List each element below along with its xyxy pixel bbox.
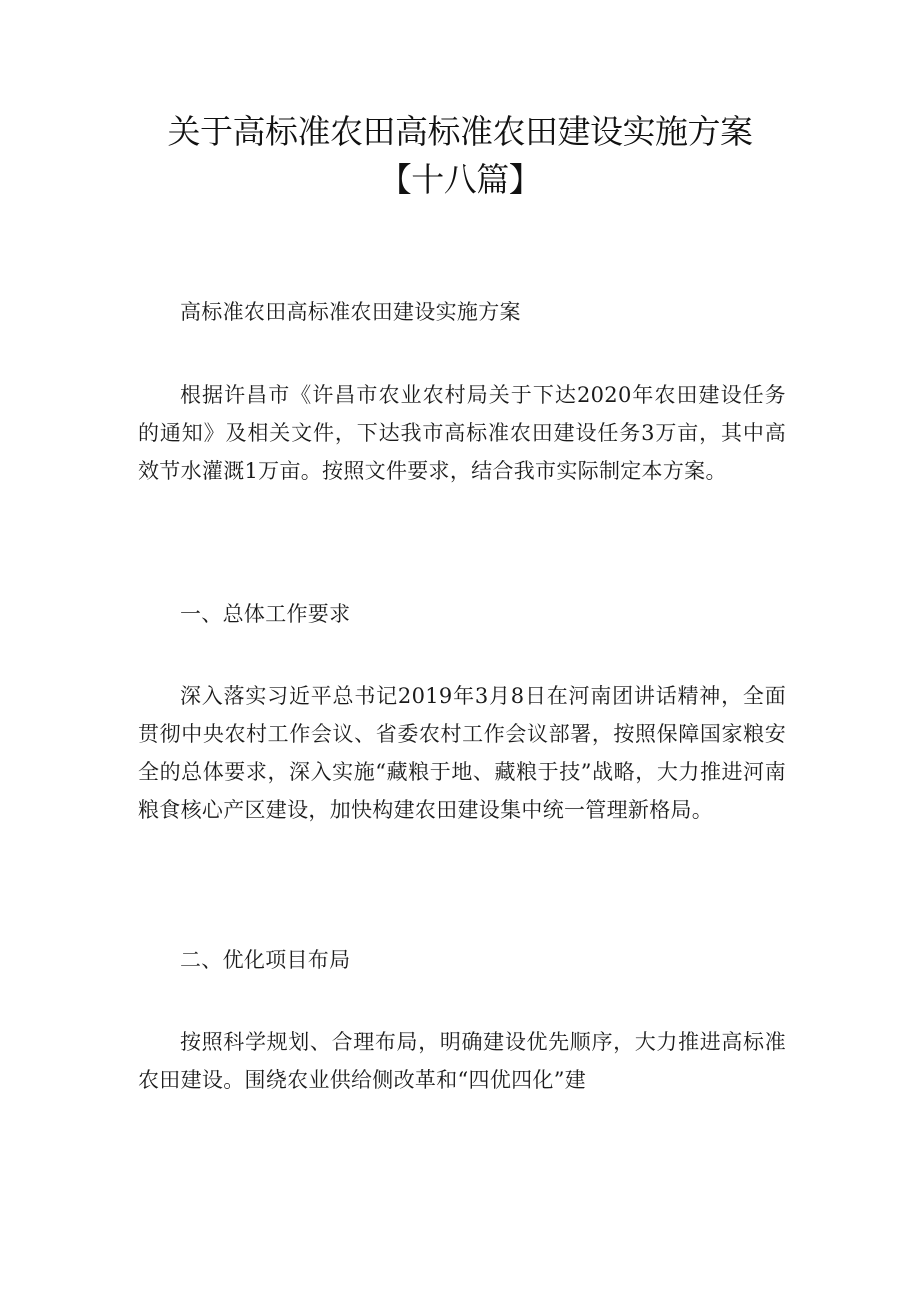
section-1-body-block [138, 677, 786, 829]
section-2-heading-block [138, 941, 786, 979]
section-2-body-block [138, 1023, 786, 1099]
document-title [0, 108, 920, 204]
intro-paragraph: 根据许昌市《许昌市农业农村局关于下达2020年农田建设任务的通知》及相关文件，下达我市高标准农田建设任务3万亩，其中高效节水灌溉1万亩。按照文件要求，结合我市实际制定本方案。 [138, 383, 786, 483]
section-heading: 一、总体工作要求 [180, 602, 351, 626]
section-1-heading-block [138, 595, 786, 633]
intro-block [138, 376, 786, 490]
section-paragraph: 按照科学规划、合理布局，明确建设优先顺序，大力推进高标准农田建设。围绕农业供给侧改革和“四优四化”建 [138, 1030, 786, 1092]
section-heading: 二、优化项目布局 [180, 948, 351, 972]
document-subtitle: 高标准农田高标准农田建设实施方案 [180, 300, 521, 324]
title-line-1: 关于高标准农田高标准农田建设实施方案 [167, 112, 753, 151]
title-line-2: 【十八篇】 [378, 160, 542, 199]
section-paragraph: 深入落实习近平总书记2019年3月8日在河南团讲话精神，全面贯彻中央农村工作会议、省委农村工作会议部署，按照保障国家粮安全的总体要求，深入实施“藏粮于地、藏粮于技”战略，大力推进河南粮食核心产区建设，加快构建农田建设集中统一管理新格局。 [138, 684, 786, 822]
subtitle-block [138, 293, 786, 331]
